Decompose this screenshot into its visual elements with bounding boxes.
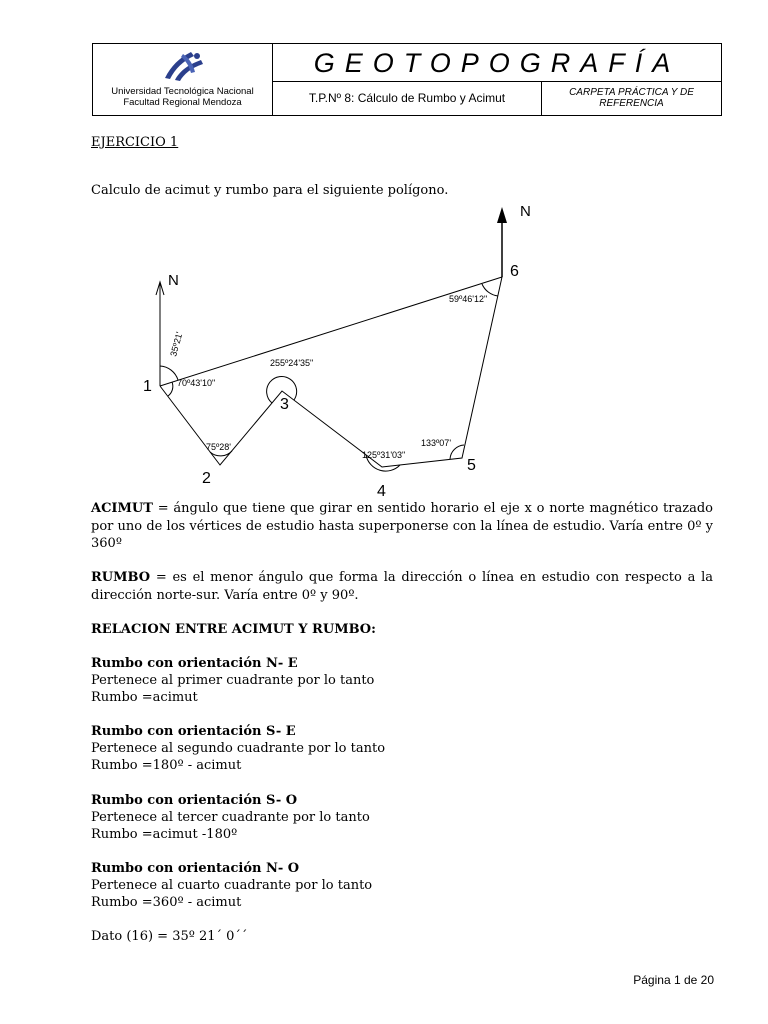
quadrant-block-4 [91,860,372,911]
vertex-label-3: 3 [280,396,289,413]
rumbo-text: = es el menor ángulo que forma la dirección o línea en estudio con respecto a la dirección norte-sur. Varía entre 0º y 90º. [91,570,713,603]
quadrant-title: Rumbo con orientación N- E [91,656,298,671]
quadrant-formula: Rumbo =acimut [91,690,198,705]
angle-label-3: 255º24'35" [270,358,314,368]
intro-text: Calculo de acimut y rumbo para el siguiente polígono. [91,183,449,198]
quadrant-block-1 [91,655,374,706]
practice-subtitle: T.P.Nº 8: Cálculo de Rumbo y Acimut [273,82,542,115]
acimut-term: ACIMUT [91,501,153,516]
angle-label-4: 125º31'03" [362,450,406,460]
angle-label-1: 70º43'10" [177,378,216,388]
utn-logo-icon [161,48,207,84]
quadrant-formula: Rumbo =acimut -180º [91,827,238,842]
north-label-6: N [520,203,531,220]
dato-line: Dato (16) = 35º 21´ 0´´ [91,929,248,944]
angle-label-2: 75º28' [206,442,232,452]
reference-line-2: REFERENCIA [599,98,664,109]
page-number: Página 1 de 20 [633,973,714,987]
quadrant-title: Rumbo con orientación S- O [91,793,298,808]
page-header [92,43,722,116]
quadrant-line: Pertenece al primer cuadrante por lo tanto [91,673,375,688]
quadrant-formula: Rumbo =180º - acimut [91,758,242,773]
faculty-name: Facultad Regional Mendoza [123,97,242,108]
university-name: Universidad Tecnológica Nacional [111,86,254,97]
vertex-label-1: 1 [143,378,152,395]
relation-title: RELACION ENTRE ACIMUT Y RUMBO: [91,622,376,637]
quadrant-line: Pertenece al cuarto cuadrante por lo tanto [91,878,373,893]
quadrant-line: Pertenece al segundo cuadrante por lo tanto [91,741,386,756]
quadrant-block-2 [91,723,385,774]
vertex-label-6: 6 [510,263,519,280]
angle-label-6: 59º46'12" [449,294,488,304]
quadrant-title: Rumbo con orientación N- O [91,861,300,876]
exercise-title: EJERCICIO 1 [91,135,179,150]
course-title: GEOTOPOGRAFÍA [273,44,721,82]
vertex-label-5: 5 [467,457,476,474]
reference-label [542,82,721,115]
arc-azimuth-1 [160,366,178,380]
rumbo-definition [91,569,713,604]
quadrant-block-3 [91,792,370,843]
quadrant-formula: Rumbo =360º - acimut [91,895,242,910]
rumbo-term: RUMBO [91,570,151,585]
acimut-definition [91,500,713,553]
angle-label-azimuth-1: 35º21' [168,330,185,358]
north-arrow-6-head [497,207,507,223]
acimut-text: = ángulo que tiene que girar en sentido horario el eje x o norte magnético trazado por uno de los vértices de estudio hasta superponerse con la línea de estudio. Varía entre 0º y 360º [91,501,713,551]
quadrant-line: Pertenece al tercer cuadrante por lo tanto [91,810,370,825]
vertex-label-2: 2 [202,470,211,487]
vertex-label-4: 4 [377,483,386,500]
header-institution [93,44,273,115]
north-label-1: N [168,272,179,289]
reference-line-1: CARPETA PRÁCTICA Y DE [569,87,694,98]
angle-label-5: 133º07' [421,438,452,448]
quadrant-title: Rumbo con orientación S- E [91,724,296,739]
arc-angle-1 [168,382,173,396]
polygon-diagram [0,195,768,500]
